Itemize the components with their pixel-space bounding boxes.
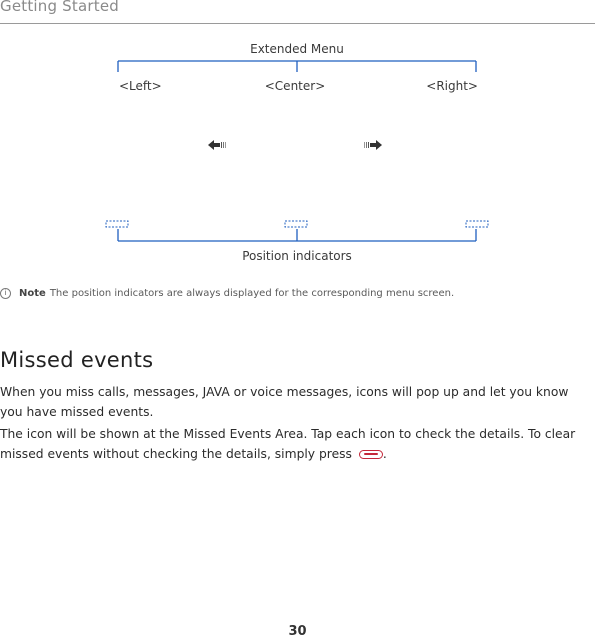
header-title: Getting Started xyxy=(0,0,119,15)
paragraph-end: . xyxy=(382,447,387,461)
note-text: The position indicators are always displayed for the corresponding menu screen. xyxy=(49,288,455,299)
menu-diagram xyxy=(0,0,595,280)
paragraph-missed-events: When you miss calls, messages, JAVA or voice messages, icons will pop up and let you know you have missed events. xyxy=(0,385,569,419)
right-label: <Right> xyxy=(426,79,478,93)
note xyxy=(0,288,454,299)
page-number: 30 xyxy=(288,624,307,639)
note-label: Note xyxy=(19,288,46,299)
section-heading: Missed events xyxy=(0,348,154,372)
indicator-right xyxy=(466,221,488,227)
position-indicator-boxes xyxy=(106,221,488,227)
indicator-center xyxy=(285,221,307,227)
info-icon: i xyxy=(0,288,11,299)
position-indicators-bracket xyxy=(118,229,476,241)
paragraph-clear-events xyxy=(0,424,590,464)
extended-menu-label: Extended Menu xyxy=(250,42,344,56)
right-arrow-icon xyxy=(365,140,383,150)
left-arrow-icon xyxy=(208,140,226,150)
extended-menu-bracket xyxy=(118,61,476,72)
end-key-icon xyxy=(359,450,383,459)
center-label: <Center> xyxy=(264,79,326,93)
indicator-left xyxy=(106,221,128,227)
position-indicators-label: Position indicators xyxy=(242,249,352,263)
left-label: <Left> xyxy=(119,79,162,93)
paragraph-text: The icon will be shown at the Missed Events Area. Tap each icon to check the details. To clear missed events without checking the details, simply press xyxy=(0,427,576,461)
